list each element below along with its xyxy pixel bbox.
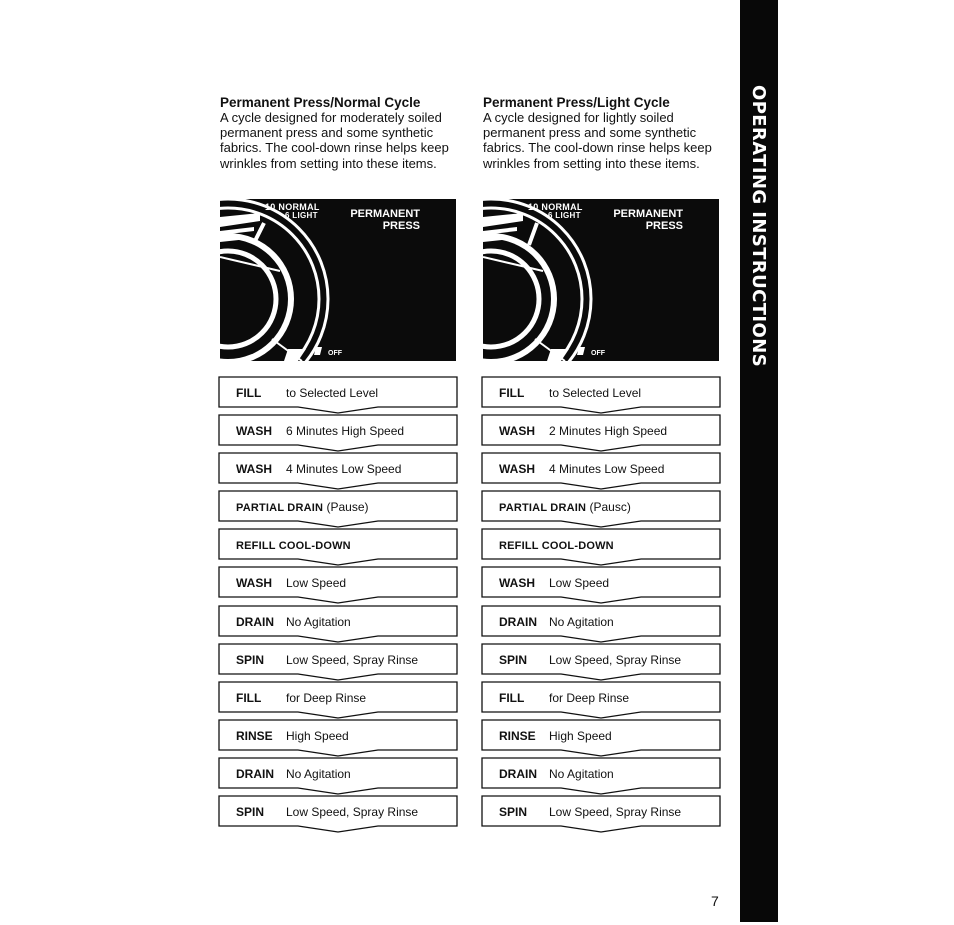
step-box — [218, 605, 458, 643]
step-box — [481, 528, 721, 566]
cycle-dial-illustration — [220, 199, 456, 361]
step-box — [218, 566, 458, 604]
step-name: WASH — [499, 424, 535, 439]
step-detail: 2 Minutes High Speed — [549, 424, 668, 439]
dial-off-label: OFF — [591, 350, 605, 357]
step-box — [218, 452, 458, 490]
step-detail: (Pausc) — [589, 500, 631, 515]
step-box — [481, 719, 721, 757]
step-detail: Low Speed, Spray Rinse — [286, 805, 419, 820]
step-sequence — [218, 376, 458, 833]
step-detail: High Speed — [286, 728, 349, 743]
section-title: Permanent Press/Light Cycle — [483, 95, 670, 110]
step-text — [499, 500, 631, 514]
step-detail: to Selected Level — [549, 386, 642, 400]
section-description: A cycle designed for lightly soiled permanent press and some synthetic fabrics. The cool-down rinse helps keep wrinkles from setting into these items. — [483, 110, 712, 171]
step-box — [218, 795, 458, 833]
step-box — [481, 643, 721, 681]
step-name: WASH — [236, 576, 272, 591]
dial-light-label: 6 LIGHT — [285, 211, 318, 220]
step-box — [218, 757, 458, 795]
step-name: REFILL COOL-DOWN — [236, 540, 351, 553]
step-detail: for Deep Rinse — [549, 690, 630, 705]
section-title: Permanent Press/Normal Cycle — [220, 95, 421, 110]
step-box — [481, 757, 721, 795]
step-detail: No Agitation — [286, 614, 351, 629]
step-sequence — [481, 376, 721, 833]
step-name: SPIN — [236, 805, 265, 820]
step-detail: High Speed — [549, 728, 612, 743]
step-box — [481, 681, 721, 719]
step-name: FILL — [499, 690, 525, 705]
light-cycle-section — [483, 95, 728, 820]
step-box — [218, 376, 458, 414]
step-name: WASH — [236, 462, 272, 477]
dial-normal-label: 10 NORMAL — [528, 202, 583, 212]
step-detail: 4 Minutes Low Speed — [286, 462, 402, 477]
step-box — [218, 719, 458, 757]
step-name: FILL — [236, 690, 262, 705]
step-detail: Low Speed, Spray Rinse — [549, 805, 682, 820]
dial-cycle-name — [310, 208, 420, 232]
dial-cycle-name-line1: PERMANENT — [350, 208, 420, 220]
normal-cycle-section — [220, 95, 465, 820]
dial-cycle-name-line2: PRESS — [382, 220, 420, 232]
step-detail: No Agitation — [549, 614, 614, 629]
section-description: A cycle designed for moderately soiled permanent press and some synthetic fabrics. The cool-down rinse helps keep wrinkles from setting into these items. — [220, 110, 449, 171]
step-box — [218, 528, 458, 566]
dial-off-label: OFF — [328, 350, 342, 357]
step-name: DRAIN — [499, 766, 537, 781]
step-box — [481, 795, 721, 833]
step-detail: 6 Minutes High Speed — [286, 424, 405, 439]
step-name: WASH — [236, 424, 272, 439]
step-name: DRAIN — [499, 614, 537, 629]
step-name: PARTIAL DRAIN — [499, 502, 587, 515]
dial-cycle-name-line1: PERMANENT — [613, 208, 683, 220]
dial-light-label: 6 LIGHT — [548, 211, 581, 220]
step-text — [236, 538, 351, 552]
step-name: SPIN — [499, 805, 528, 820]
step-text — [236, 500, 369, 514]
step-detail: (Pause) — [326, 500, 369, 515]
dial-cycle-name — [573, 208, 683, 232]
step-name: FILL — [499, 386, 525, 400]
step-name: RINSE — [499, 728, 536, 743]
step-detail: No Agitation — [286, 766, 351, 781]
step-box — [218, 681, 458, 719]
section-sidebar-tab — [740, 0, 778, 922]
step-detail: Low Speed — [549, 576, 610, 591]
step-detail: Low Speed, Spray Rinse — [286, 652, 419, 667]
step-detail: 4 Minutes Low Speed — [549, 462, 665, 477]
step-name: PARTIAL DRAIN — [236, 502, 324, 515]
step-detail: No Agitation — [549, 766, 614, 781]
step-detail: to Selected Level — [286, 386, 379, 400]
step-name: DRAIN — [236, 614, 274, 629]
step-name: WASH — [499, 576, 535, 591]
step-name: REFILL COOL-DOWN — [499, 540, 614, 553]
step-detail: for Deep Rinse — [286, 690, 367, 705]
sidebar-label: OPERATING INSTRUCTIONS — [748, 85, 769, 368]
step-text — [499, 538, 614, 552]
step-detail: Low Speed — [286, 576, 347, 591]
step-box — [481, 414, 721, 452]
step-box — [218, 414, 458, 452]
dial-cycle-name-line2: PRESS — [645, 220, 683, 232]
step-box — [481, 490, 721, 528]
step-name: RINSE — [236, 728, 273, 743]
page-number: 7 — [711, 893, 719, 909]
step-box — [481, 376, 721, 414]
step-name: DRAIN — [236, 766, 274, 781]
dial-normal-label: 10 NORMAL — [265, 202, 320, 212]
step-box — [218, 490, 458, 528]
step-name: SPIN — [236, 652, 265, 667]
step-name: WASH — [499, 462, 535, 477]
step-name: SPIN — [499, 652, 528, 667]
step-box — [481, 452, 721, 490]
step-box — [218, 643, 458, 681]
step-name: FILL — [236, 386, 262, 400]
step-box — [481, 605, 721, 643]
step-detail: Low Speed, Spray Rinse — [549, 652, 682, 667]
cycle-dial-illustration — [483, 199, 719, 361]
step-box — [481, 566, 721, 604]
